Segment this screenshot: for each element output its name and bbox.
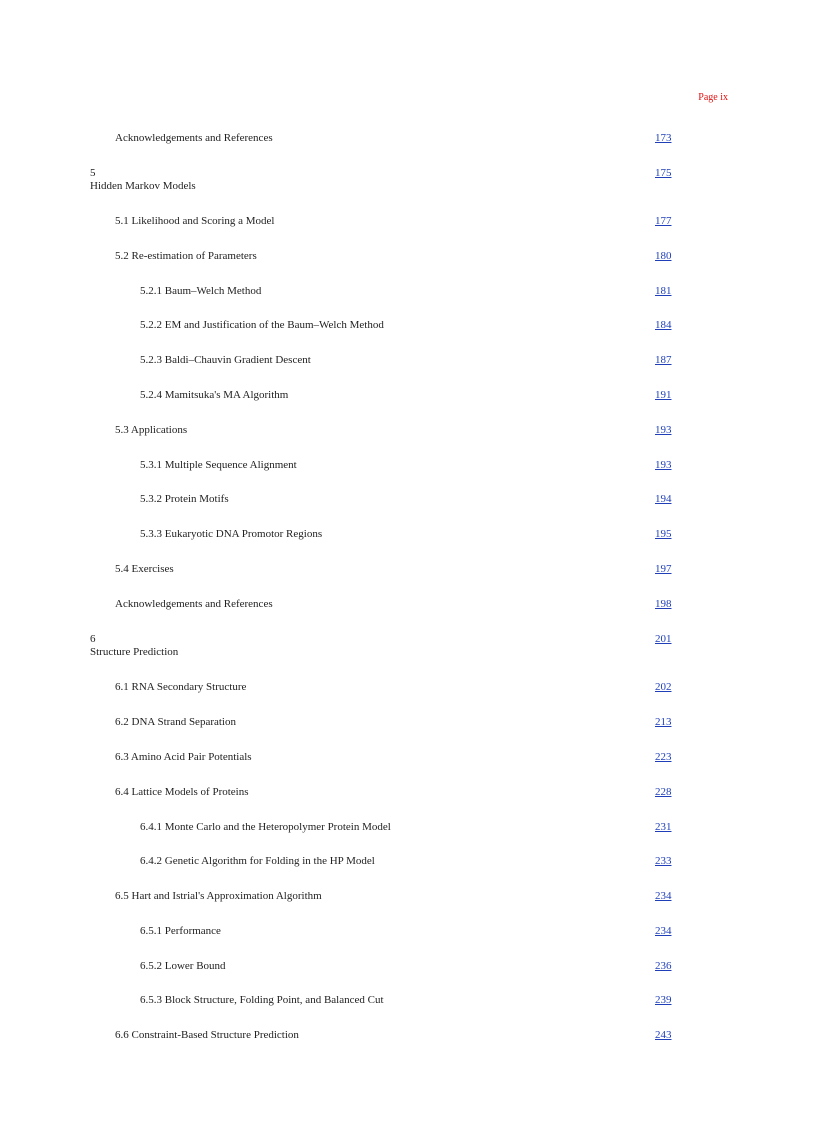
toc-entry: [0, 716, 816, 732]
page-number-link[interactable]: 184: [655, 319, 672, 331]
toc-entry-title: 5.2.4 Mamitsuka's MA Algorithm: [140, 389, 289, 401]
toc-chapter: [0, 167, 816, 192]
page-number-link[interactable]: 236: [655, 960, 672, 972]
page-number-link[interactable]: 223: [655, 751, 672, 763]
page-number-link[interactable]: 213: [655, 716, 672, 728]
toc-entry-title: 5.3.2 Protein Motifs: [140, 493, 229, 505]
toc-entry-title: Acknowledgements and References: [115, 132, 273, 144]
toc-entry-title: 6.5.1 Performance: [140, 925, 221, 937]
toc-entry: [0, 319, 816, 335]
toc-entry-title: 6.4.2 Genetic Algorithm for Folding in the HP Model: [140, 855, 375, 867]
toc-entry: [0, 528, 816, 544]
page-number-link[interactable]: 181: [655, 285, 672, 297]
page-number-link[interactable]: 228: [655, 786, 672, 798]
toc-entry-title: 6.3 Amino Acid Pair Potentials: [115, 751, 252, 763]
toc-entry: [0, 424, 816, 440]
toc-entry-title: 5.2 Re-estimation of Parameters: [115, 250, 257, 262]
toc-entry: [0, 563, 816, 579]
toc-entry-title: 5.3.1 Multiple Sequence Alignment: [140, 459, 297, 471]
page-label: Page ix: [698, 92, 728, 103]
toc-entry: [0, 994, 816, 1010]
toc-entry-title: 6.5.3 Block Structure, Folding Point, and Balanced Cut: [140, 994, 384, 1006]
toc-entry: [0, 285, 816, 301]
toc-entry-title: Acknowledgements and References: [115, 598, 273, 610]
page-number-link[interactable]: 234: [655, 925, 672, 937]
page-number-link[interactable]: 197: [655, 563, 672, 575]
page-number-link[interactable]: 234: [655, 890, 672, 902]
page-number-link[interactable]: 201: [655, 633, 672, 645]
page-number-link[interactable]: 243: [655, 1029, 672, 1041]
page-number-link[interactable]: 191: [655, 389, 672, 401]
toc-entry: [0, 751, 816, 767]
toc-entry-title: 6.5.2 Lower Bound: [140, 960, 226, 972]
toc-entry: [0, 493, 816, 509]
toc-entry: [0, 598, 816, 614]
toc-entry-title: 5.4 Exercises: [115, 563, 174, 575]
chapter-title: Structure Prediction: [90, 646, 179, 658]
toc-entry-title: 5.2.2 EM and Justification of the Baum–Welch Method: [140, 319, 384, 331]
toc-entry: [0, 132, 816, 148]
page-number-link[interactable]: 187: [655, 354, 672, 366]
toc-entry: [0, 389, 816, 405]
toc-entry: [0, 786, 816, 802]
toc-entry: [0, 215, 816, 231]
toc-entry: [0, 681, 816, 697]
toc-entry-title: 5.3 Applications: [115, 424, 188, 436]
toc-entry-title: 6.1 RNA Secondary Structure: [115, 681, 247, 693]
toc-entry-title: 6.4.1 Monte Carlo and the Heteropolymer Protein Model: [140, 821, 391, 833]
chapter-title: Hidden Markov Models: [90, 180, 196, 192]
toc-entry-title: 6.2 DNA Strand Separation: [115, 716, 236, 728]
toc-entry-title: 6.6 Constraint-Based Structure Prediction: [115, 1029, 299, 1041]
toc-entry: [0, 855, 816, 871]
page-number-link[interactable]: 198: [655, 598, 672, 610]
page-number-link[interactable]: 173: [655, 132, 672, 144]
page-number-link[interactable]: 233: [655, 855, 672, 867]
page-number-link[interactable]: 175: [655, 167, 672, 179]
page-number-link[interactable]: 239: [655, 994, 672, 1006]
page-number-link[interactable]: 177: [655, 215, 672, 227]
toc-entry: [0, 354, 816, 370]
page-number-link[interactable]: 231: [655, 821, 672, 833]
toc-entry-title: 6.4 Lattice Models of Proteins: [115, 786, 249, 798]
chapter-number: 5: [90, 167, 96, 179]
page-number-link[interactable]: 195: [655, 528, 672, 540]
page-number-link[interactable]: 180: [655, 250, 672, 262]
page-number-link[interactable]: 193: [655, 424, 672, 436]
toc-entry: [0, 960, 816, 976]
page-number-link[interactable]: 194: [655, 493, 672, 505]
chapter-number: 6: [90, 633, 96, 645]
toc-entry-title: 5.2.3 Baldi–Chauvin Gradient Descent: [140, 354, 311, 366]
toc-entry-title: 6.5 Hart and Istrial's Approximation Algorithm: [115, 890, 322, 902]
toc-entry-title: 5.1 Likelihood and Scoring a Model: [115, 215, 275, 227]
toc-chapter: [0, 633, 816, 658]
toc-entry: [0, 459, 816, 475]
toc-entry: [0, 1029, 816, 1045]
toc-entry-title: 5.2.1 Baum–Welch Method: [140, 285, 262, 297]
toc-entry: [0, 890, 816, 906]
toc-entry: [0, 925, 816, 941]
page-number-link[interactable]: 193: [655, 459, 672, 471]
toc-entry: [0, 250, 816, 266]
toc-entry-title: 5.3.3 Eukaryotic DNA Promotor Regions: [140, 528, 323, 540]
page-number-link[interactable]: 202: [655, 681, 672, 693]
toc-entry: [0, 821, 816, 837]
